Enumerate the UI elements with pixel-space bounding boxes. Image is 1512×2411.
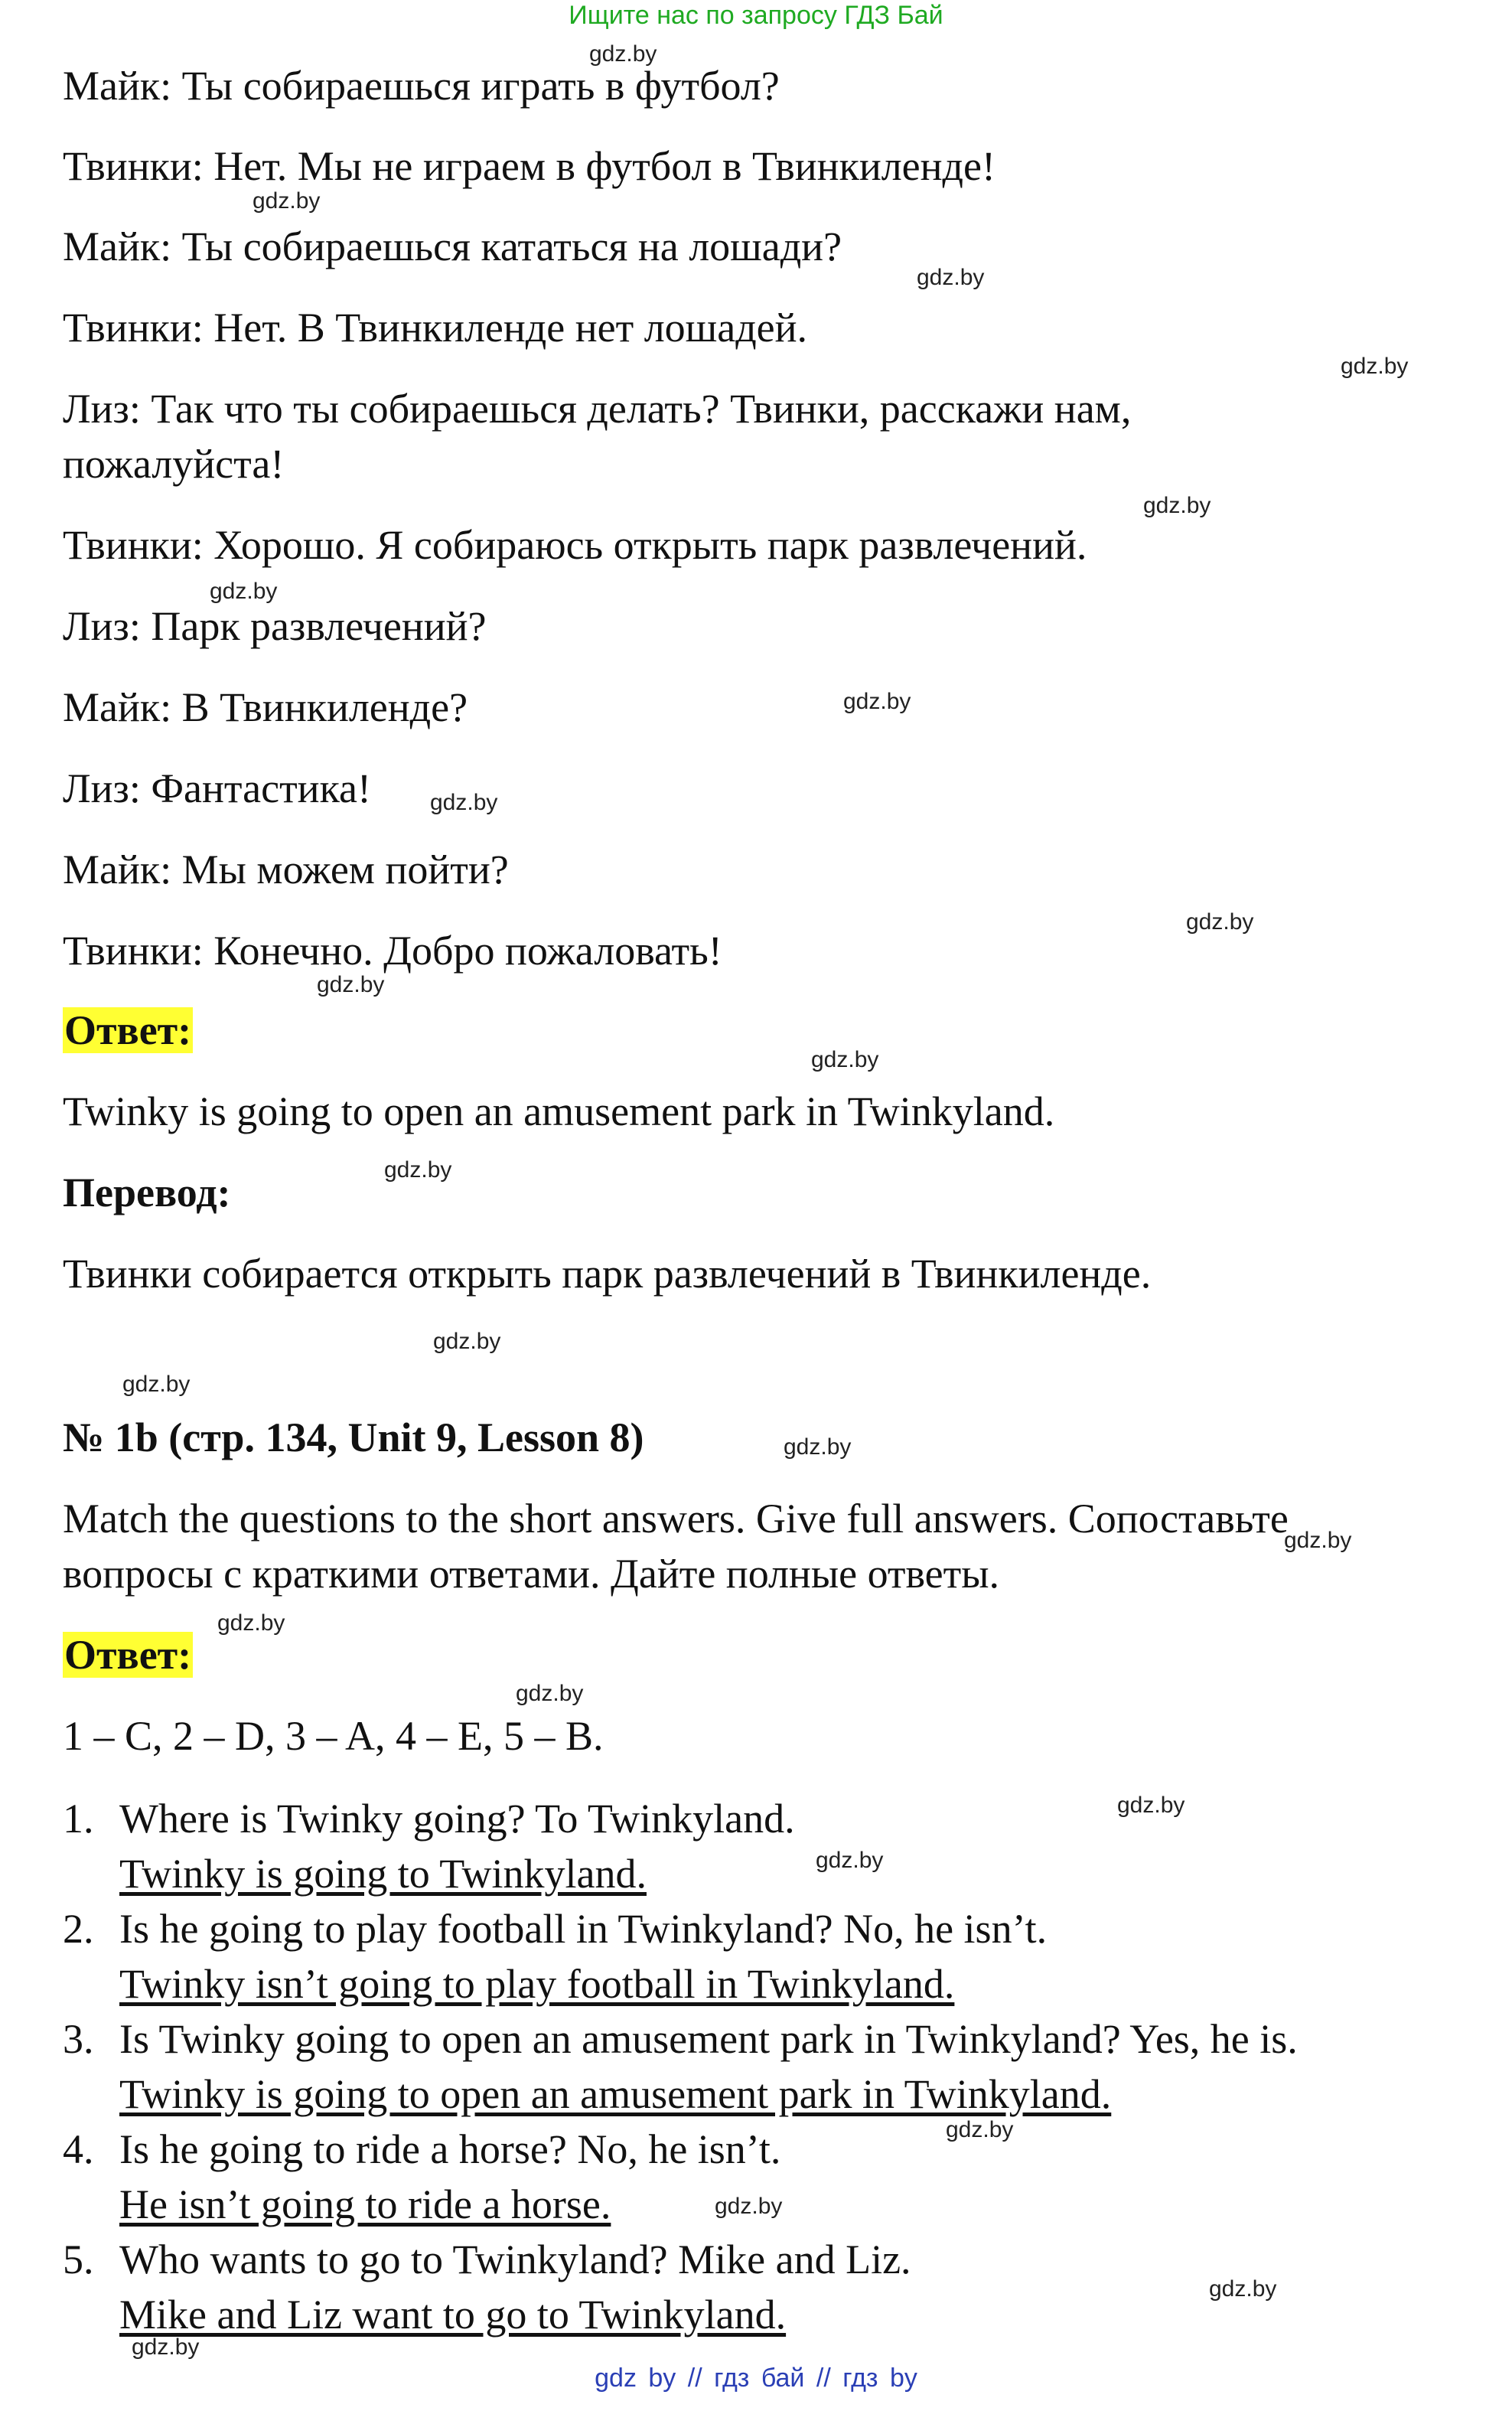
watermark: gdz.by <box>132 2334 200 2360</box>
exercise-instruction: Match the questions to the short answers. Give full answers. Сопоставьте <box>63 1496 1289 1542</box>
watermark: gdz.by <box>946 2117 1014 2142</box>
dialogue-line: Лиз: Так что ты собираешься делать? Твинки, расскажи нам, <box>63 386 1132 432</box>
answer-label <box>63 1006 193 1055</box>
dialogue-line: Майк: Мы можем пойти? <box>63 847 509 892</box>
item-question: Who wants to go to Twinkyland? Mike and Liz. <box>119 2236 911 2282</box>
translation-label: Перевод: <box>63 1170 231 1215</box>
translation-text: Твинки собирается открыть парк развлечений в Твинкиленде. <box>63 1251 1152 1297</box>
exercise-title: № 1b (стр. 134, Unit 9, Lesson 8) <box>63 1414 644 1460</box>
watermark: gdz.by <box>917 265 985 290</box>
list-item <box>63 1901 1047 2011</box>
dialogue-line: Майк: Ты собираешься играть в футбол? <box>63 63 780 109</box>
watermark: gdz.by <box>811 1047 879 1072</box>
item-question: Is he going to play football in Twinkyland? No, he isn’t. <box>119 1906 1048 1952</box>
item-number: 1. <box>63 1796 94 1842</box>
watermark: gdz.by <box>217 1610 285 1636</box>
watermark: gdz.by <box>430 790 498 815</box>
list-item <box>63 1791 795 1901</box>
watermark: gdz.by <box>589 41 657 67</box>
list-item <box>63 2011 1298 2122</box>
top-banner: Ищите нас по запросу ГДЗ Бай <box>569 1 943 30</box>
watermark: gdz.by <box>210 579 278 604</box>
dialogue-line: Майк: В Твинкиленде? <box>63 684 468 730</box>
footer-links[interactable]: gdz by // гдз бай // гдз by <box>595 2364 917 2393</box>
item-number: 3. <box>63 2016 94 2062</box>
answer-label-text: Ответ: <box>64 1632 192 1678</box>
item-answer: Twinky is going to Twinkyland. <box>119 1851 647 1897</box>
dialogue-line: Твинки: Нет. Мы не играем в футбол в Твинкиленде! <box>63 143 996 189</box>
exercise-instruction: вопросы с краткими ответами. Дайте полные ответы. <box>63 1551 999 1597</box>
item-question: Is Twinky going to open an amusement park in Twinkyland? Yes, he is. <box>119 2016 1298 2062</box>
list-item <box>63 2232 911 2342</box>
item-number: 2. <box>63 1906 94 1952</box>
item-question: Is he going to ride a horse? No, he isn’t. <box>119 2126 781 2172</box>
watermark: gdz.by <box>253 188 321 214</box>
watermark: gdz.by <box>843 689 911 714</box>
item-answer: He isn’t going to ride a horse. <box>119 2181 611 2227</box>
dialogue-line: Твинки: Хорошо. Я собираюсь открыть парк развлечений. <box>63 522 1087 568</box>
list-item <box>63 2122 783 2232</box>
watermark: gdz.by <box>1186 909 1254 935</box>
matching-answer: 1 – C, 2 – D, 3 – A, 4 – E, 5 – B. <box>63 1713 604 1759</box>
dialogue-line: Майк: Ты собираешься кататься на лошади? <box>63 223 842 269</box>
dialogue-line: Лиз: Парк развлечений? <box>63 603 487 649</box>
dialogue-line: Твинки: Нет. В Твинкиленде нет лошадей. <box>63 305 808 351</box>
watermark: gdz.by <box>317 972 385 997</box>
dialogue-line: Лиз: Фантастика! <box>63 765 371 811</box>
watermark: gdz.by <box>1341 354 1409 379</box>
answer-label <box>63 1630 193 1679</box>
dialogue-line: пожалуйста! <box>63 441 285 487</box>
item-number: 4. <box>63 2126 94 2172</box>
item-number: 5. <box>63 2236 94 2282</box>
watermark: gdz.by <box>816 1848 884 1873</box>
item-answer: Twinky is going to open an amusement park in Twinkyland. <box>119 2071 1112 2117</box>
watermark: gdz.by <box>1209 2276 1277 2302</box>
watermark: gdz.by <box>1284 1528 1352 1553</box>
watermark: gdz.by <box>715 2194 783 2219</box>
item-question: Where is Twinky going? To Twinkyland. <box>119 1796 795 1842</box>
watermark: gdz.by <box>122 1372 191 1397</box>
watermark: gdz.by <box>433 1329 501 1354</box>
watermark: gdz.by <box>784 1434 852 1460</box>
answer-text: Twinky is going to open an amusement park in Twinkyland. <box>63 1088 1055 1134</box>
watermark: gdz.by <box>1143 493 1211 518</box>
watermark: gdz.by <box>1117 1793 1185 1818</box>
watermark: gdz.by <box>384 1157 452 1183</box>
item-answer: Mike and Liz want to go to Twinkyland. <box>119 2292 787 2338</box>
dialogue-line: Твинки: Конечно. Добро пожаловать! <box>63 928 722 974</box>
item-answer: Twinky isn’t going to play football in Twinkyland. <box>119 1961 955 2007</box>
watermark: gdz.by <box>516 1681 584 1706</box>
answer-label-text: Ответ: <box>64 1007 192 1053</box>
